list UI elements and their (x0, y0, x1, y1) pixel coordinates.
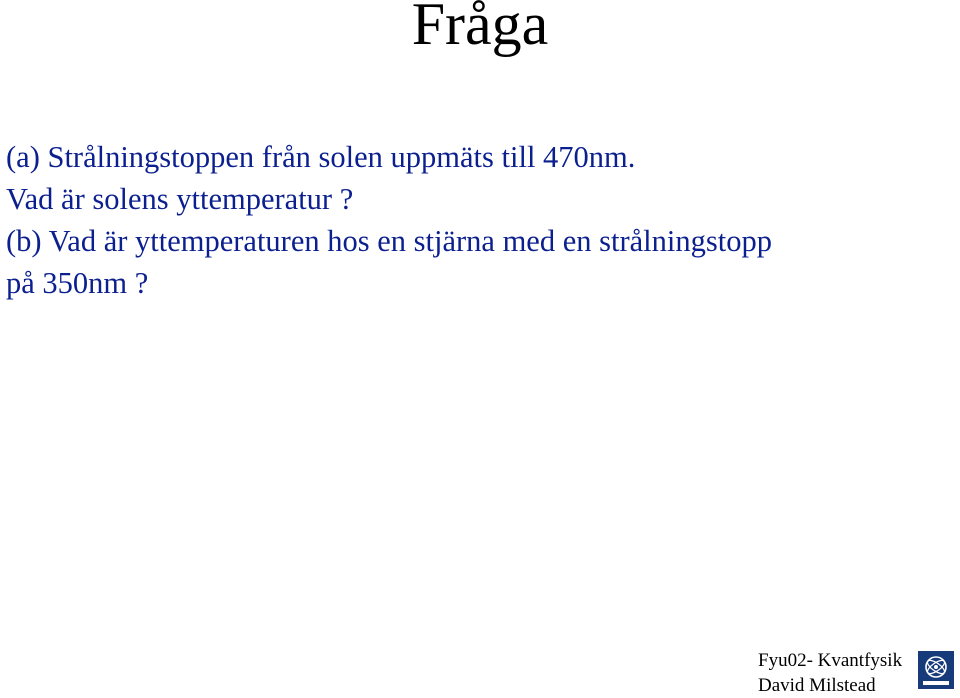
footer-author: David Milstead (758, 675, 876, 696)
slide-footer (758, 648, 902, 698)
question-text (6, 136, 946, 304)
footer-course: Fyu02- Kvantfysik (758, 650, 903, 671)
question-line-4: på 350nm ? (6, 266, 149, 300)
slide-title-text: Fråga (411, 0, 549, 57)
question-line-2: Vad är solens yttemperatur ? (6, 182, 354, 216)
question-line-1: (a) Strålningstoppen från solen uppmäts till 470nm. (6, 140, 636, 174)
fysikum-logo-icon (918, 651, 954, 689)
question-line-3: (b) Vad är yttemperaturen hos en stjärna med en strålningstopp (6, 224, 772, 258)
slide-title (0, 0, 960, 57)
